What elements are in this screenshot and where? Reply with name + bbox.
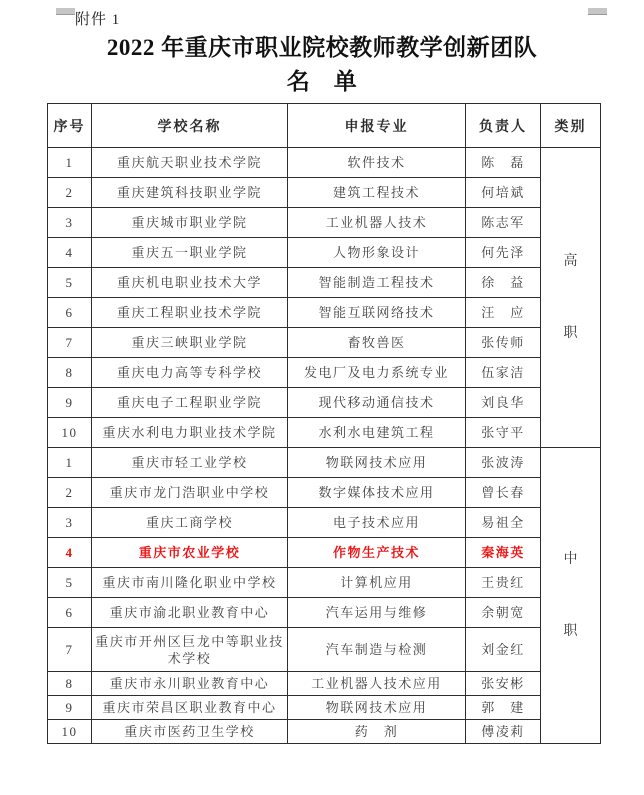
- cell-no: 4: [48, 238, 92, 268]
- cell-school: 重庆市医药卫生学校: [92, 720, 288, 744]
- table-row: [48, 388, 601, 418]
- cell-school: 重庆市开州区巨龙中等职业技术学校: [92, 628, 288, 672]
- table-row: [48, 538, 601, 568]
- page-title-line1: 2022 年重庆市职业院校教师教学创新团队: [106, 35, 538, 60]
- cell-leader: 余朝宽: [466, 598, 541, 628]
- page-title: [0, 31, 644, 99]
- cell-leader: 曾长春: [466, 478, 541, 508]
- cell-no: 7: [48, 328, 92, 358]
- category-char: 中: [563, 551, 578, 567]
- cell-leader: 何培斌: [466, 178, 541, 208]
- table-row: [48, 508, 601, 538]
- cell-school: 重庆工程职业技术学院: [92, 298, 288, 328]
- cell-leader: 张波涛: [466, 448, 541, 478]
- cell-no: 6: [48, 598, 92, 628]
- cell-major: 软件技术: [288, 148, 466, 178]
- cell-leader: 陈志军: [466, 208, 541, 238]
- cell-major: 电子技术应用: [288, 508, 466, 538]
- cell-school: 重庆工商学校: [92, 508, 288, 538]
- cell-school: 重庆市荣昌区职业教育中心: [92, 696, 288, 720]
- cell-major: 人物形象设计: [288, 238, 466, 268]
- cell-no: 1: [48, 148, 92, 178]
- page-title-line2: 名 单: [286, 69, 358, 94]
- cell-school: 重庆航天职业技术学院: [92, 148, 288, 178]
- cell-leader: 张安彬: [466, 672, 541, 696]
- cell-school: 重庆市农业学校: [92, 538, 288, 568]
- cell-no: 2: [48, 478, 92, 508]
- cell-no: 3: [48, 508, 92, 538]
- table-row: [48, 568, 601, 598]
- cell-no: 9: [48, 388, 92, 418]
- cell-school: 重庆市永川职业教育中心: [92, 672, 288, 696]
- table-row: [48, 178, 601, 208]
- cell-leader: 易祖全: [466, 508, 541, 538]
- cell-major: 物联网技术应用: [288, 448, 466, 478]
- cell-no: 10: [48, 720, 92, 744]
- cell-major: 物联网技术应用: [288, 696, 466, 720]
- cell-no: 1: [48, 448, 92, 478]
- cell-leader: 陈 磊: [466, 148, 541, 178]
- cell-leader: 何先泽: [466, 238, 541, 268]
- table-row: [48, 328, 601, 358]
- cell-major: 畜牧兽医: [288, 328, 466, 358]
- cell-school: 重庆城市职业学院: [92, 208, 288, 238]
- category-char: 高: [563, 253, 578, 269]
- cell-school: 重庆市渝北职业教育中心: [92, 598, 288, 628]
- cell-leader: 张守平: [466, 418, 541, 448]
- roster-table: [47, 103, 601, 744]
- table-row: [48, 720, 601, 744]
- cell-leader: 张传师: [466, 328, 541, 358]
- table-header-row: [48, 104, 601, 148]
- cell-school: 重庆电力高等专科学校: [92, 358, 288, 388]
- cell-leader: 秦海英: [466, 538, 541, 568]
- cell-school: 重庆机电职业技术大学: [92, 268, 288, 298]
- cell-no: 8: [48, 672, 92, 696]
- table-row: [48, 478, 601, 508]
- scan-artifact-right: [588, 8, 607, 15]
- cell-leader: 王贵红: [466, 568, 541, 598]
- cell-leader: 徐 益: [466, 268, 541, 298]
- attachment-label: 附件 1: [75, 12, 121, 28]
- cell-school: 重庆市轻工业学校: [92, 448, 288, 478]
- cell-leader: 傅凌莉: [466, 720, 541, 744]
- table-row: [48, 238, 601, 268]
- cell-no: 4: [48, 538, 92, 568]
- cell-leader: 郭 建: [466, 696, 541, 720]
- table-row: [48, 148, 601, 178]
- category-cell: [541, 448, 601, 744]
- cell-school: 重庆五一职业学院: [92, 238, 288, 268]
- header-school: 学校名称: [92, 104, 288, 148]
- cell-major: 药 剂: [288, 720, 466, 744]
- cell-major: 发电厂及电力系统专业: [288, 358, 466, 388]
- cell-major: 建筑工程技术: [288, 178, 466, 208]
- cell-major: 水利水电建筑工程: [288, 418, 466, 448]
- cell-major: 现代移动通信技术: [288, 388, 466, 418]
- table-row: [48, 598, 601, 628]
- cell-leader: 汪 应: [466, 298, 541, 328]
- cell-no: 9: [48, 696, 92, 720]
- cell-major: 汽车运用与维修: [288, 598, 466, 628]
- cell-leader: 刘金红: [466, 628, 541, 672]
- table-row: [48, 358, 601, 388]
- cell-leader: 刘良华: [466, 388, 541, 418]
- cell-major: 智能制造工程技术: [288, 268, 466, 298]
- table-row: [48, 696, 601, 720]
- table-row: [48, 418, 601, 448]
- cell-school: 重庆市南川隆化职业中学校: [92, 568, 288, 598]
- table-row: [48, 672, 601, 696]
- cell-no: 8: [48, 358, 92, 388]
- cell-no: 5: [48, 268, 92, 298]
- cell-major: 作物生产技术: [288, 538, 466, 568]
- header-leader: 负责人: [466, 104, 541, 148]
- cell-no: 2: [48, 178, 92, 208]
- cell-major: 数字媒体技术应用: [288, 478, 466, 508]
- cell-major: 计算机应用: [288, 568, 466, 598]
- header-category: 类别: [541, 104, 601, 148]
- table-row: [48, 298, 601, 328]
- table-row: [48, 208, 601, 238]
- cell-major: 汽车制造与检测: [288, 628, 466, 672]
- cell-major: 工业机器人技术应用: [288, 672, 466, 696]
- cell-major: 工业机器人技术: [288, 208, 466, 238]
- category-cell: [541, 148, 601, 448]
- header-major: 申报专业: [288, 104, 466, 148]
- cell-school: 重庆建筑科技职业学院: [92, 178, 288, 208]
- cell-no: 3: [48, 208, 92, 238]
- table-row: [48, 628, 601, 672]
- cell-no: 6: [48, 298, 92, 328]
- table-row: [48, 268, 601, 298]
- category-char: 职: [563, 623, 578, 639]
- cell-school: 重庆电子工程职业学院: [92, 388, 288, 418]
- cell-school: 重庆市龙门浩职业中学校: [92, 478, 288, 508]
- cell-school: 重庆水利电力职业技术学院: [92, 418, 288, 448]
- cell-no: 7: [48, 628, 92, 672]
- header-no: 序号: [48, 104, 92, 148]
- cell-no: 10: [48, 418, 92, 448]
- category-char: 职: [563, 325, 578, 341]
- table-body: [48, 148, 601, 744]
- cell-major: 智能互联网络技术: [288, 298, 466, 328]
- table-row: [48, 448, 601, 478]
- cell-school: 重庆三峡职业学院: [92, 328, 288, 358]
- scan-artifact-left: [56, 8, 75, 15]
- cell-leader: 伍家洁: [466, 358, 541, 388]
- cell-no: 5: [48, 568, 92, 598]
